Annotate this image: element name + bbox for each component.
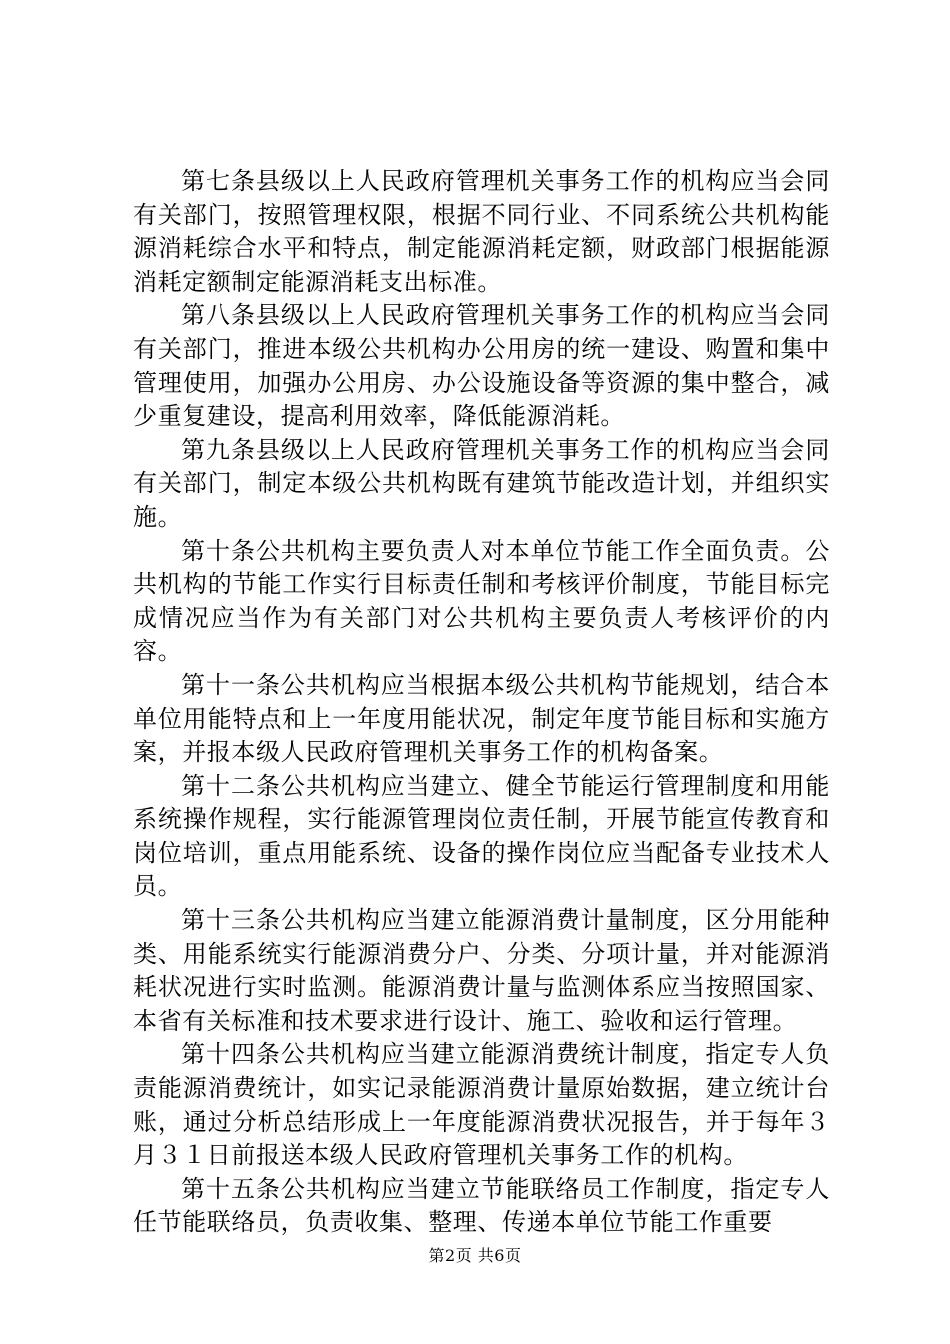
article-13-paragraph: 第十三条公共机构应当建立能源消费计量制度，区分用能种类、用能系统实行能源消费分户、分类、分项计量，并对能源消耗状况进行实时监测。能源消费计量与监测体系应当按照国家、本省有关标准和技术要求进行设计、施工、验收和运行管理。 bbox=[133, 906, 830, 1035]
article-11-paragraph: 第十一条公共机构应当根据本级公共机构节能规划，结合本单位用能特点和上一年度用能状况，制定年度节能目标和实施方案，并报本级人民政府管理机关事务工作的机构备案。 bbox=[133, 670, 830, 767]
article-8-paragraph: 第八条县级以上人民政府管理机关事务工作的机构应当会同有关部门，推进本级公共机构办公用房的统一建设、购置和集中管理使用，加强办公用房、办公设施设备等资源的集中整合，减少重复建设，提高利用效率，降低能源消耗。 bbox=[133, 301, 830, 431]
page-number-footer: 第2页 共6页 bbox=[428, 1246, 522, 1265]
article-10-paragraph: 第十条公共机构主要负责人对本单位节能工作全面负责。公共机构的节能工作实行目标责任制和考核评价制度，节能目标完成情况应当作为有关部门对公共机构主要负责人考核评价的内容。 bbox=[133, 536, 830, 666]
article-7-paragraph: 第七条县级以上人民政府管理机关事务工作的机构应当会同有关部门，按照管理权限，根据不同行业、不同系统公共机构能源消耗综合水平和特点，制定能源消耗定额，财政部门根据能源消耗定额制定能源消耗支出标准。 bbox=[133, 167, 830, 296]
article-12-paragraph: 第十二条公共机构应当建立、健全节能运行管理制度和用能系统操作规程，实行能源管理岗位责任制，开展节能宣传教育和岗位培训，重点用能系统、设备的操作岗位应当配备专业技术人员。 bbox=[133, 771, 830, 901]
article-14-paragraph: 第十四条公共机构应当建立能源消费统计制度，指定专人负责能源消费统计，如实记录能源消费计量原始数据，建立统计台账，通过分析总结形成上一年度能源消费状况报告，并于每年３月３１日前报送本级人民政府管理机关事务工作的机构。 bbox=[133, 1040, 830, 1170]
document-body bbox=[133, 165, 830, 1240]
article-15-paragraph: 第十五条公共机构应当建立节能联络员工作制度，指定专人任节能联络员，负责收集、整理、传递本单位节能工作重要 bbox=[133, 1174, 830, 1237]
article-9-paragraph: 第九条县级以上人民政府管理机关事务工作的机构应当会同有关部门，制定本级公共机构既有建筑节能改造计划，并组织实施。 bbox=[133, 435, 830, 531]
